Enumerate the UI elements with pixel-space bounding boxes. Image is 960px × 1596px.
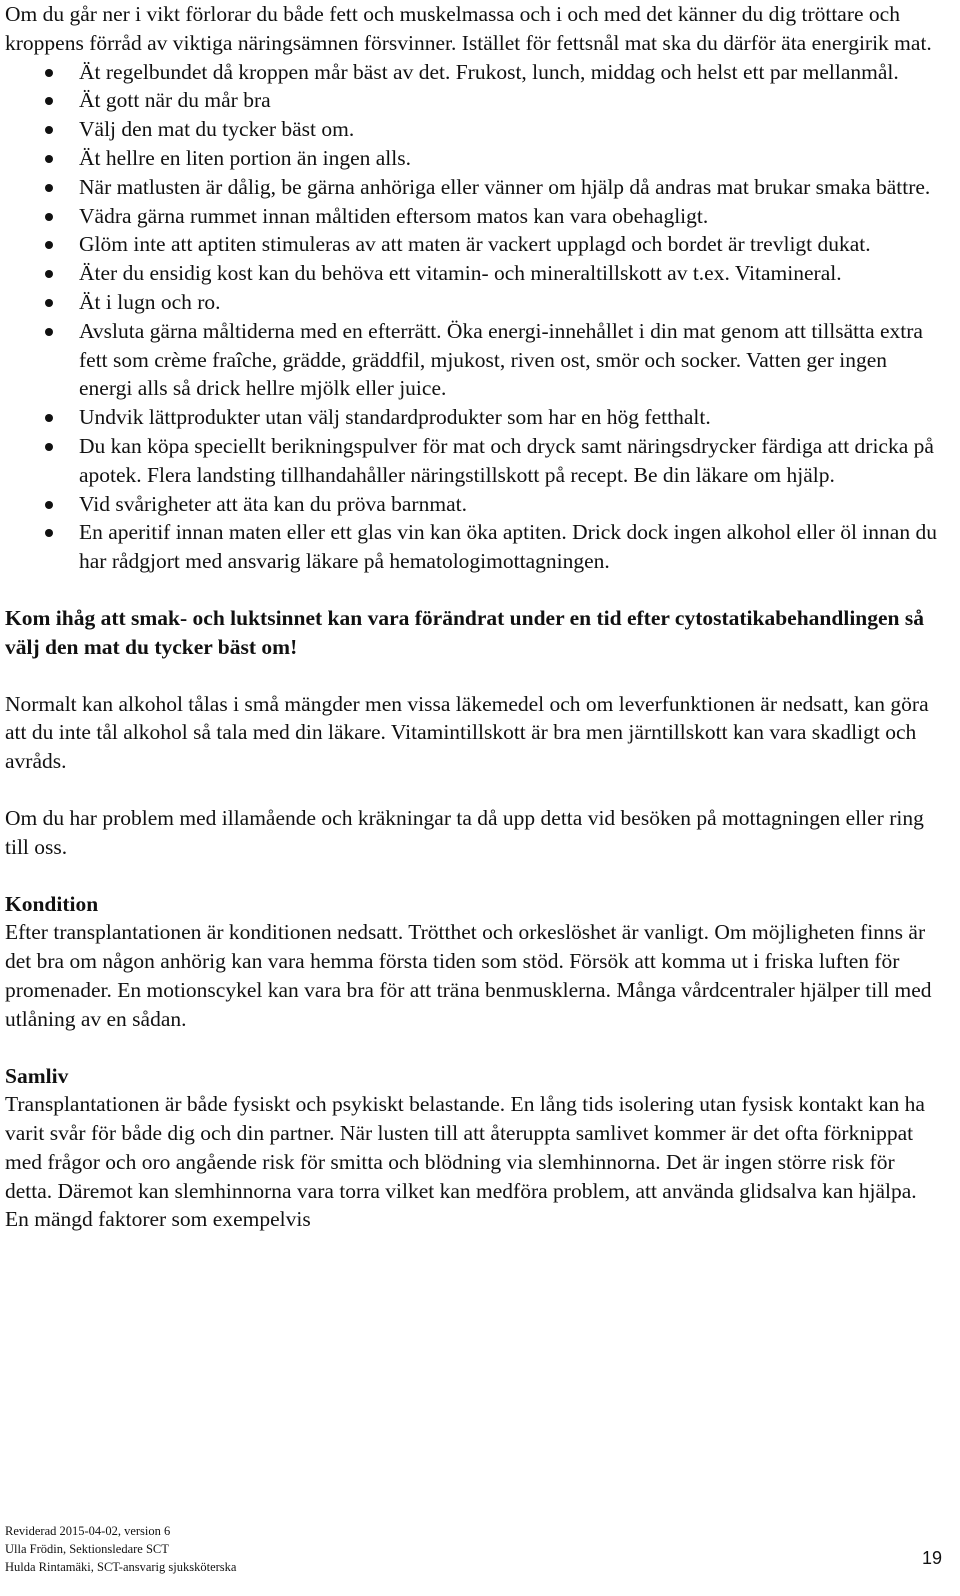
diet-advice-list [5,58,945,576]
samliv-paragraph: Transplantationen är både fysiskt och psykiskt belastande. En lång tids isolering utan fysisk kontakt kan ha varit svår för både dig och din partner. När lusten till att återuppta samlivet kommer är det ofta förknippat med frågor och oro angående risk för smitta och blödning via slemhinnorna. Det är ingen större risk för detta. Däremot kan slemhinnorna vara torra vilket kan medföra problem, att använda glidsalva kan hjälpa. En mängd faktorer som exempelvis [5,1092,925,1232]
bullet-icon [45,270,53,278]
samliv-heading: Samliv [5,1063,69,1088]
kondition-heading: Kondition [5,891,99,916]
page-number: 19 [921,1548,942,1568]
list-item: Undvik lättprodukter utan välj standardprodukter som har en hög fetthalt. [5,403,945,432]
bullet-icon [45,501,53,509]
list-item: Vädra gärna rummet innan måltiden eftersom matos kan vara obehagligt. [5,202,945,231]
bullet-icon [45,443,53,451]
list-item: Vid svårigheter att äta kan du pröva barnmat. [5,490,945,519]
list-item: Äter du ensidig kost kan du behöva ett vitamin- och mineraltillskott av t.ex. Vitamineral. [5,259,945,288]
list-item: Ät hellre en liten portion än ingen alls. [5,144,945,173]
bullet-icon [45,529,53,537]
list-item: Välj den mat du tycker bäst om. [5,115,945,144]
list-item: Du kan köpa speciellt berikningspulver för mat och dryck samt näringsdrycker färdiga att dricka på apotek. Flera landsting tillhandahåller näringstillskott på recept. Be din läkare om hjälp. [5,432,945,490]
list-item: Avsluta gärna måltiderna med en efterrätt. Öka energi-innehållet i din mat genom att tillsätta extra fett som crème fraîche, grädde, gräddfil, mjukost, riven ost, smör och socker. Vatten ger ingen energi alls så drick hellre mjölk eller juice. [5,317,945,403]
alcohol-paragraph: Normalt kan alkohol tålas i små mängder men vissa läkemedel och om leverfunktionen är nedsatt, kan göra att du inte tål alkohol så tala med din läkare. Vitamintillskott är bra men järntillskott kan vara skadligt och avråds. [5,691,929,774]
author-line: Hulda Rintamäki, SCT-ansvarig sjuksköterska [5,1560,237,1574]
kondition-paragraph: Efter transplantationen är konditionen nedsatt. Trötthet och orkeslöshet är vanligt. Om möjligheten finns är det bra om någon anhörig kan vara hemma första tiden som stöd. Försök att komma ut i friska luften för promenader. En motionscykel kan vara bra för att träna benmusklerna. Många vårdcentraler hjälper till med utlåning av en sådan. [5,920,932,1031]
bullet-icon [45,126,53,134]
bullet-icon [45,299,53,307]
list-item: Glöm inte att aptiten stimuleras av att maten är vackert upplagd och bordet är trevligt dukat. [5,230,945,259]
bold-note: Kom ihåg att smak- och luktsinnet kan vara förändrat under en tid efter cytostatikabehandlingen så välj den mat du tycker bäst om! [5,605,924,659]
nausea-paragraph: Om du har problem med illamående och kräkningar ta då upp detta vid besöken på mottagningen eller ring till oss. [5,805,924,859]
author-line: Ulla Frödin, Sektionsledare SCT [5,1542,169,1556]
bullet-icon [45,69,53,77]
list-item: Ät gott när du mår bra [5,86,945,115]
bullet-icon [45,184,53,192]
document-page [5,0,945,1234]
bullet-icon [45,414,53,422]
bullet-icon [45,328,53,336]
revision-line: Reviderad 2015-04-02, version 6 [5,1524,171,1538]
page-footer [5,1522,236,1576]
bullet-icon [45,213,53,221]
bullet-icon [45,155,53,163]
list-item: En aperitif innan maten eller ett glas vin kan öka aptiten. Drick dock ingen alkohol eller öl innan du har rådgjort med ansvarig läkare på hematologimottagningen. [5,518,945,576]
list-item: Ät regelbundet då kroppen mår bäst av det. Frukost, lunch, middag och helst ett par mellanmål. [5,58,945,87]
intro-paragraph: Om du går ner i vikt förlorar du både fett och muskelmassa och i och med det känner du dig tröttare och kroppens förråd av viktiga näringsämnen försvinner. Istället för fettsnål mat ska du därför äta energirik mat. [5,2,932,55]
bullet-icon [45,241,53,249]
list-item: Ät i lugn och ro. [5,288,945,317]
bullet-icon [45,97,53,105]
list-item: När matlusten är dålig, be gärna anhöriga eller vänner om hjälp då andras mat brukar smaka bättre. [5,173,945,202]
